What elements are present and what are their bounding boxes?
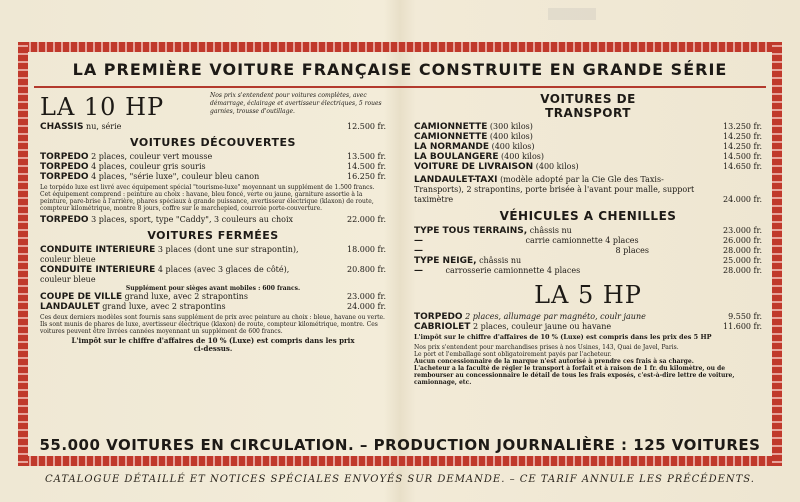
taxi-price: 24.000 fr. — [723, 195, 762, 204]
tracks-1-name: TYPE TOUS TERRAINS, — [414, 226, 528, 236]
title-5hp: LA 5 HP — [534, 281, 642, 309]
tracks-5-price: 28.000 fr. — [723, 266, 762, 275]
supplement-note: Supplément pour sièges avant mobiles : 600 francs. — [125, 285, 301, 292]
title-10hp: LA 10 HP — [40, 93, 165, 121]
bottom-banner: 55.000 VOITURES EN CIRCULATION. – PRODUCTION JOURNALIÈRE : 125 VOITURES — [39, 436, 761, 454]
transport-row-1 — [414, 122, 762, 132]
open-2-name: TORPÉDO — [40, 162, 89, 172]
border-left — [18, 42, 28, 466]
five-1-name: TORPÉDO — [414, 312, 463, 322]
landaulet-row — [40, 302, 386, 312]
closed-2-name: CONDUITE INTÉRIEURE — [40, 265, 156, 275]
transport-1-name: CAMIONNETTE — [414, 122, 488, 132]
section-open: VOITURES DÉCOUVERTES — [130, 136, 296, 149]
five-2-desc: 2 places, couleur jaune ou havane — [472, 322, 612, 331]
transport-1-desc: (300 kilos) — [489, 122, 533, 131]
tracks-2-price: 26.000 fr. — [723, 236, 762, 245]
open-2-desc: 4 places, couleur gris souris — [91, 162, 206, 171]
open-2-price: 14.500 fr. — [347, 162, 386, 171]
tracks-row-1 — [414, 226, 762, 236]
tracks-1-price: 23.000 fr. — [723, 226, 762, 235]
tracks-3-name: — — [414, 246, 423, 256]
right-column — [414, 92, 762, 386]
tracks-4-price: 25.000 fr. — [723, 256, 762, 265]
tracks-row-2 — [414, 236, 762, 246]
landaulet-desc: grand luxe, avec 2 strapontins — [102, 302, 226, 311]
five-row-2 — [414, 322, 762, 332]
border-top — [18, 42, 782, 52]
tracks-row-5 — [414, 266, 762, 276]
closed-note: Ces deux derniers modèles sont fournis sans supplément de prix avec peinture au choix : bleue, havane ou verte. Ils sont munis de phares de luxe, avertisseur électrique (klaxon) de route, compteur kilométrique, montre. Ces voitures peuvent être livrées cannées moyennant un supplément de 600 francs. — [40, 314, 385, 335]
luxe-note: Le torpédo luxe est livré avec équipement spécial "tourisme-luxe" moyennant un supplément de 1.500 francs. Cet équipement comprend : peinture au choix : havane, bleu foncé, verte ou jaune, garniture assortie à la peinture, pare-brise à l'arrière, phares spéciaux à grande puissance, avertisseur électrique (klaxon) de route, compteur kilométrique, montre 8 jours, coffre sur le marchepied, courroie porte-couverture. — [40, 184, 375, 212]
chassis-price: 12.500 fr. — [347, 122, 386, 131]
tracks-5-desc: carrosserie camionnette 4 places — [445, 266, 581, 275]
sport-name: TORPÉDO — [40, 215, 89, 225]
sport-row — [40, 215, 386, 225]
pencil-mark — [548, 8, 596, 20]
closed-1-desc: 3 places (dont une sur strapontin), couleur bleue — [40, 245, 299, 264]
left-column — [40, 92, 386, 353]
footer: CATALOGUE DÉTAILLÉ ET NOTICES SPÉCIALES ENVOYÉS SUR DEMANDE. – CE TARIF ANNULE LES PRÉCÉDENTS. — [45, 474, 755, 485]
tracks-3-desc: 8 places — [615, 246, 649, 255]
landaulet-price: 24.000 fr. — [347, 302, 386, 311]
section-closed: VOITURES FERMÉES — [147, 229, 279, 242]
open-3-name: TORPÉDO — [40, 172, 89, 182]
five-2-price: 11.600 fr. — [723, 322, 762, 331]
sport-desc: 3 places, sport, type "Caddy", 3 couleurs au choix — [91, 215, 294, 224]
transport-note-4: L'acheteur a la faculté de régler le transport à forfait et à raison de 1 fr. du kilomètre, ou de rembourser au concessionnaire le détail de tous les frais exposés, c'est-à-dire lettre de voiture, camionnage, etc. — [414, 365, 735, 386]
closed-1-price: 18.000 fr. — [347, 245, 386, 254]
tracks-4-name: TYPE NEIGE, — [414, 256, 477, 266]
open-row-1 — [40, 152, 386, 162]
closed-row-2 — [40, 265, 386, 285]
open-row-2 — [40, 162, 386, 172]
landaulet-name: LANDAULET — [40, 302, 100, 312]
open-3-price: 16.250 fr. — [347, 172, 386, 181]
transport-note-2: Le port et l'emballage sont obligatoirement payés par l'acheteur. — [414, 351, 612, 358]
closed-1-name: CONDUITE INTÉRIEURE — [40, 245, 156, 255]
tracks-row-3 — [414, 246, 762, 256]
banner-rule — [34, 86, 766, 88]
transport-note-1: Nos prix s'entendent pour marchandises prises à nos Usines, 143, Quai de Javel, Paris. — [414, 344, 679, 351]
open-row-3 — [40, 172, 386, 182]
closed-2-desc: 4 places (avec 3 glaces de côté), couleur bleue — [40, 265, 290, 284]
sport-price: 22.000 fr. — [347, 215, 386, 224]
main-banner: LA PREMIÈRE VOITURE FRANÇAISE CONSTRUITE EN GRANDE SÉRIE — [72, 60, 728, 79]
transport-4-price: 14.500 fr. — [723, 152, 762, 161]
transport-4-desc: (400 kilos) — [501, 152, 544, 161]
tracks-row-4 — [414, 256, 762, 266]
five-1-price: 9.550 fr. — [728, 312, 762, 321]
transport-2-desc: (400 kilos) — [489, 132, 533, 141]
open-3-desc: 4 places, "série luxe", couleur bleu canon — [91, 172, 260, 181]
open-1-name: TORPÉDO — [40, 152, 89, 162]
five-2-name: CABRIOLET — [414, 322, 471, 332]
transport-row-4 — [414, 152, 762, 162]
transport-4-name: LA BOULANGÈRE — [414, 152, 499, 162]
chassis-row — [40, 122, 386, 132]
taxi-name: LANDAULET-TAXI — [414, 175, 498, 185]
tax-note: L'impôt sur le chiffre d'affaires de 10 % (Luxe) est compris dans les prix ci-dessus. — [71, 336, 355, 353]
transport-5-price: 14.650 fr. — [723, 162, 762, 171]
transport-1-price: 13.250 fr. — [723, 122, 762, 131]
tracks-5-name: — — [414, 266, 423, 276]
tracks-2-name: — — [414, 236, 423, 246]
closed-row-1 — [40, 245, 386, 265]
tracks-1-desc: châssis nu — [529, 226, 572, 235]
closed-2-price: 20.800 fr. — [347, 265, 386, 274]
border-right — [772, 42, 782, 466]
section-transport: VOITURES DE TRANSPORT — [540, 92, 636, 120]
chassis-name: CHASSIS — [40, 122, 84, 132]
transport-note-3: Aucun concessionnaire de la marque n'est autorisé à prendre ces frais à sa charge. — [414, 358, 694, 365]
transport-3-name: LA NORMANDE — [414, 142, 490, 152]
tracks-3-price: 28.000 fr. — [723, 246, 762, 255]
five-1-desc: 2 places, allumage par magnéto, coulr jaune — [465, 312, 646, 321]
transport-2-price: 14.250 fr. — [723, 132, 762, 141]
open-1-desc: 2 places, couleur vert mousse — [91, 152, 213, 161]
transport-row-5 — [414, 162, 762, 172]
transport-5-name: VOITURE DE LIVRAISON — [414, 162, 534, 172]
chassis-desc: nu, série — [86, 122, 122, 131]
taxi-row — [414, 175, 762, 205]
transport-2-name: CAMIONNETTE — [414, 132, 488, 142]
transport-row-2 — [414, 132, 762, 142]
coupe-desc: grand luxe, avec 2 strapontins — [124, 292, 248, 301]
price-note: Nos prix s'entendent pour voitures complètes, avec démarrage, éclairage et avertisseur électriques, 5 roues garnies, trousse d'outillage. — [210, 92, 382, 115]
coupe-price: 23.000 fr. — [347, 292, 386, 301]
coupe-row — [40, 292, 386, 302]
tracks-4-desc: châssis nu — [479, 256, 522, 265]
section-tracks: VÉHICULES A CHENILLES — [499, 209, 677, 223]
five-tax: L'impôt sur le chiffre d'affaires de 10 % (Luxe) est compris dans les prix des 5 HP — [414, 333, 712, 341]
tracks-2-desc: carrie camionnette 4 places — [525, 236, 639, 245]
border-bottom — [18, 456, 782, 466]
transport-3-price: 14.250 fr. — [723, 142, 762, 151]
five-row-1 — [414, 312, 762, 322]
transport-row-3 — [414, 142, 762, 152]
open-1-price: 13.500 fr. — [347, 152, 386, 161]
coupe-name: COUPÉ DE VILLE — [40, 292, 123, 302]
transport-5-desc: (400 kilos) — [535, 162, 579, 171]
taxi-desc: (modèle adopté par la Cie Gle des Taxis-Transports), 2 strapontins, porte brisée à l'avant pour malle, support taximètre — [414, 175, 695, 204]
transport-3-desc: (400 kilos) — [491, 142, 535, 151]
